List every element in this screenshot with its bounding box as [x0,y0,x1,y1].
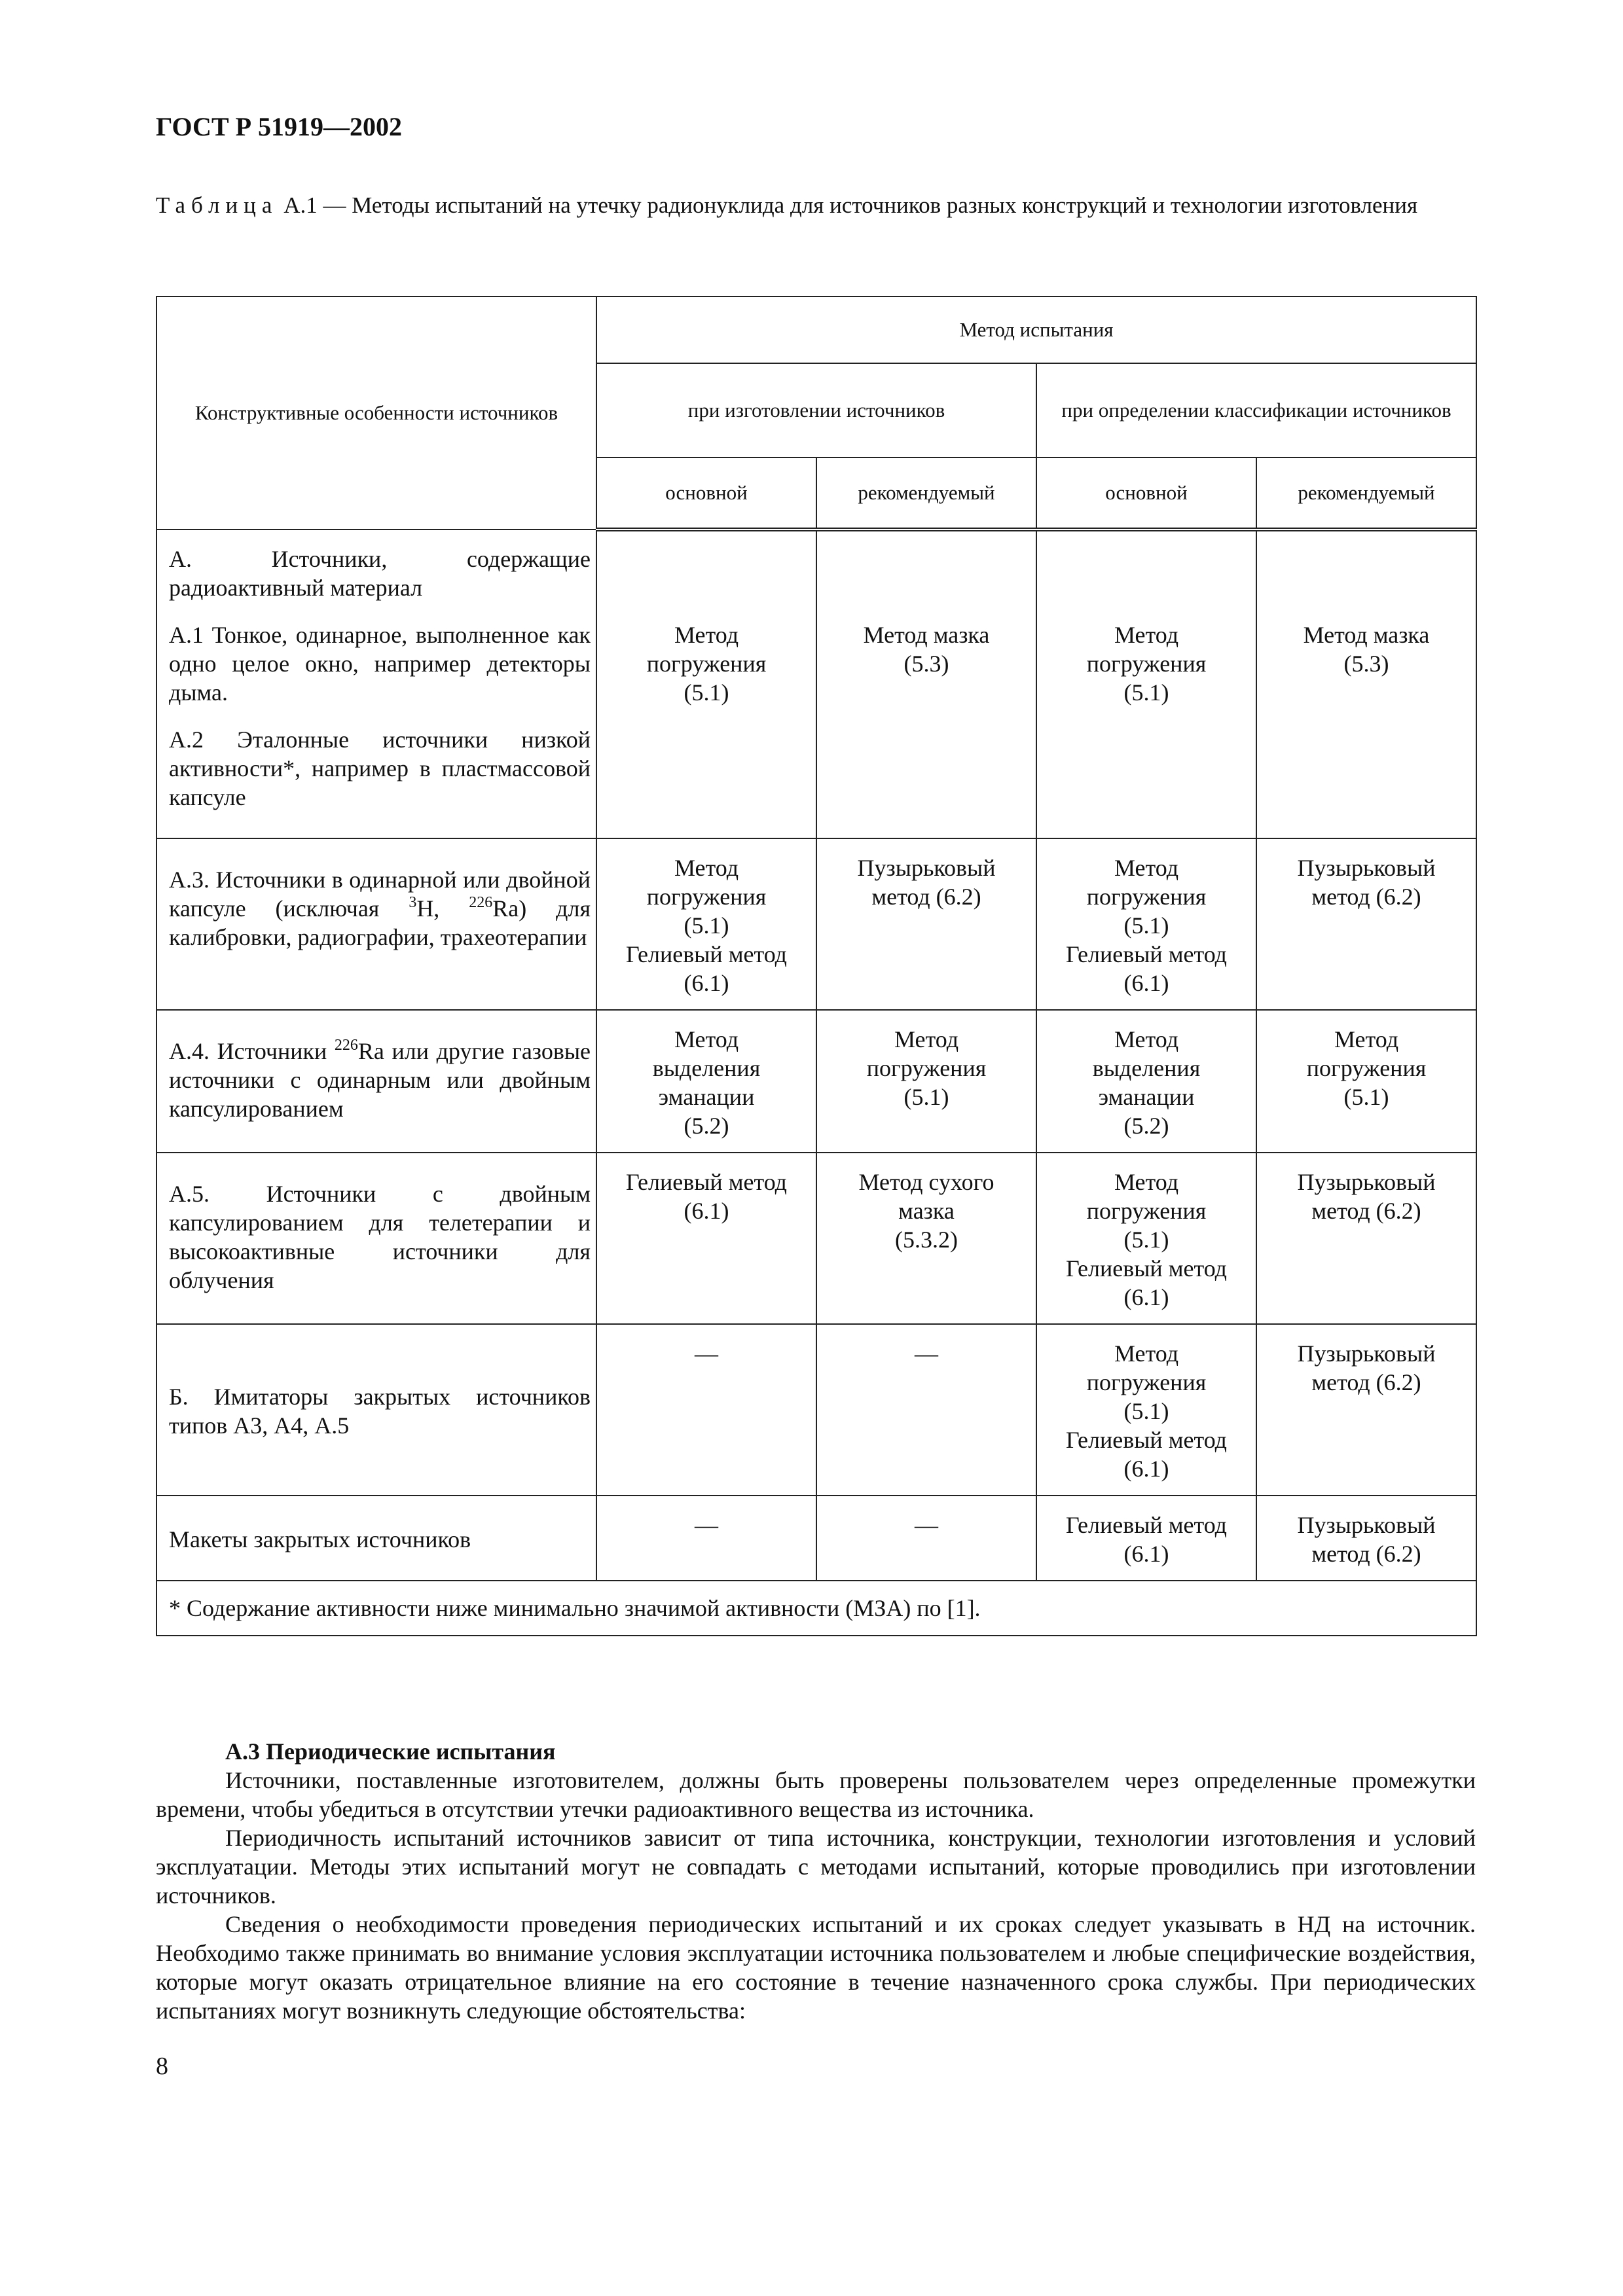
cell-line: погружения [646,651,767,677]
row-text: А. Источники, содержащие радиоактивный материал [169,546,591,601]
cell-method [596,529,816,838]
cell-method [816,838,1036,1010]
table-row [156,1496,1476,1581]
section-periodic-tests [156,1737,1476,2025]
superscript: 3 [409,894,417,911]
cell-method [1036,529,1256,838]
section-paragraph: Источники, поставленные изготовителем, должны быть проверены пользователем через определенные промежутки времени, чтобы убедиться в отсутствии утечки радиоактивного вещества из источника. [156,1767,1476,1822]
cell-method [1256,529,1476,838]
cell-method [596,1153,816,1324]
cell-line: (6.1) [1123,1541,1169,1567]
table-row [156,529,1476,838]
superscript: 226 [334,1037,358,1054]
table-row [156,1010,1476,1153]
cell-line: (5.2) [1123,1113,1169,1139]
header-during-classification: при определении классификации источников [1036,363,1476,457]
cell-line: Гелиевый метод [625,1169,787,1195]
section-title: А.3 Периодические испытания [225,1738,556,1765]
cell-method [816,1153,1036,1324]
cell-line: метод (6.2) [1311,884,1421,910]
row-features [156,529,596,838]
cell-line: (6.1) [1123,970,1169,996]
cell-line: Пузырьковый [1297,855,1436,881]
cell-line: погружения [646,884,767,910]
row-text: Ra или другие газовые источники с одинарным или двойным капсулированием [169,1038,591,1122]
cell-line: (5.1) [684,679,729,706]
document-code: ГОСТ Р 51919—2002 [156,112,403,141]
cell-method [1036,1496,1256,1581]
section-paragraph: Сведения о необходимости проведения периодических испытаний и их сроках следует указывать в НД на источник. Необходимо также принимать во внимание условия эксплуатации источника пользователем и любые специфические воздействия, которые могут оказать отрицательное влияние на его состояние в течение назначенного срока службы. При периодических испытаниях могут возникнуть следующие обстоятельства: [156,1911,1476,2024]
row-text: А.2 Эталонные источники низкой активности*, например в пластмассовой капсуле [169,726,591,810]
cell-line: выделения [652,1055,761,1081]
cell-line: (5.1) [1123,1227,1169,1253]
cell-method [1036,838,1256,1010]
table-footnote: * Содержание активности ниже минимально значимой активности (МЗА) по [1]. [156,1581,1476,1636]
cell-line: Метод [1114,1340,1179,1367]
cell-method: — [596,1496,816,1581]
row-text: А.4. Источники [169,1038,335,1064]
cell-line: Гелиевый метод [1065,1512,1227,1538]
cell-line: погружения [1086,651,1207,677]
cell-line: погружения [1086,1369,1207,1395]
cell-line: Метод мазка [1303,622,1430,648]
caption-text: А.1 — Методы испытаний на утечку радионуклида для источников разных конструкций и технологии изготовления [278,192,1418,218]
cell-method [1256,838,1476,1010]
header-method: Метод испытания [596,296,1476,363]
header-during-manufacture: при изготовлении источников [596,363,1036,457]
cell-line: Метод [894,1026,959,1052]
row-features [156,1010,596,1153]
cell-line: Метод [674,855,739,881]
cell-line: Метод [1114,622,1179,648]
row-features: Макеты закрытых источников [156,1496,596,1581]
cell-line: погружения [866,1055,987,1081]
row-text: А.3. Источники в одинарной или двойной капсуле (исключая [169,867,591,922]
cell-line: Метод [674,1026,739,1052]
cell-method: — [816,1496,1036,1581]
cell-method [1036,1010,1256,1153]
page-number: 8 [156,2053,168,2080]
cell-method [596,1010,816,1153]
cell-line: эманации [1098,1084,1195,1110]
cell-line: Метод [1114,1169,1179,1195]
cell-line: погружения [1086,1198,1207,1224]
caption-label: Таблица [156,192,278,218]
cell-method [816,529,1036,838]
cell-method: — [596,1324,816,1496]
cell-method [1256,1010,1476,1153]
cell-line: Гелиевый метод [1065,1427,1227,1453]
row-features: А.5. Источники с двойным капсулированием для телетерапии и высокоактивные источники для облучения [156,1153,596,1324]
row-features: Б. Имитаторы закрытых источников типов А3, А4, А.5 [156,1324,596,1496]
cell-line: Пузырьковый [857,855,996,881]
cell-line: (5.1) [1123,912,1169,939]
table-row [156,838,1476,1010]
superscript: 226 [469,894,493,911]
test-methods-table [156,296,1477,1636]
cell-line: (6.1) [684,1198,729,1224]
cell-line: мазка [898,1198,955,1224]
cell-line: (6.1) [1123,1284,1169,1310]
row-text: Н, [416,895,469,922]
cell-method [1036,1324,1256,1496]
cell-method [596,838,816,1010]
cell-line: (5.3) [1343,651,1389,677]
cell-line: Пузырьковый [1297,1340,1436,1367]
cell-line: погружения [1086,884,1207,910]
cell-line: (6.1) [684,970,729,996]
cell-line: Метод [1114,855,1179,881]
cell-line: Метод сухого [858,1169,994,1195]
cell-method [816,1010,1036,1153]
cell-line: Гелиевый метод [1065,1255,1227,1282]
cell-line: метод (6.2) [1311,1369,1421,1395]
row-text: Ra) для калибровки, радиографии, трахеотерапии [169,895,591,950]
cell-line: метод (6.2) [1311,1198,1421,1224]
header-main-1: основной [596,457,816,529]
header-main-2: основной [1036,457,1256,529]
cell-line: эманации [658,1084,755,1110]
cell-line: Гелиевый метод [1065,941,1227,967]
section-paragraph: Периодичность испытаний источников зависит от типа источника, конструкции, технологии изготовления и условий эксплуатации. Методы этих испытаний могут не совпадать с методами испытаний, которые проводились при изготовлении источников. [156,1825,1476,1909]
cell-method: — [816,1324,1036,1496]
cell-line: (5.1) [1123,1398,1169,1424]
cell-line: (5.1) [684,912,729,939]
cell-line: (6.1) [1123,1456,1169,1482]
table-caption [156,190,1459,221]
cell-line: выделения [1092,1055,1201,1081]
cell-line: (5.1) [1123,679,1169,706]
cell-line: Метод мазка [863,622,990,648]
header-recommended-1: рекомендуемый [816,457,1036,529]
cell-line: метод (6.2) [1311,1541,1421,1567]
cell-method [1256,1496,1476,1581]
cell-line: Метод [1114,1026,1179,1052]
cell-method [1036,1153,1256,1324]
cell-line: (5.2) [684,1113,729,1139]
cell-line: (5.3) [903,651,949,677]
row-features [156,838,596,1010]
cell-line: (5.1) [1343,1084,1389,1110]
cell-line: (5.1) [903,1084,949,1110]
header-features: Конструктивные особенности источников [156,296,596,529]
cell-line: Метод [1334,1026,1399,1052]
table-row [156,1324,1476,1496]
cell-line: Гелиевый метод [625,941,787,967]
cell-line: Пузырьковый [1297,1169,1436,1195]
cell-line: метод (6.2) [871,884,981,910]
cell-method [1256,1153,1476,1324]
header-recommended-2: рекомендуемый [1256,457,1476,529]
cell-line: Метод [674,622,739,648]
table-footnote-row [156,1581,1476,1636]
cell-method [1256,1324,1476,1496]
table-row [156,1153,1476,1324]
cell-line: Пузырьковый [1297,1512,1436,1538]
cell-line: погружения [1306,1055,1427,1081]
cell-line: (5.3.2) [895,1227,958,1253]
row-text: А.1 Тонкое, одинарное, выполненное как одно целое окно, например детекторы дыма. [169,622,591,706]
